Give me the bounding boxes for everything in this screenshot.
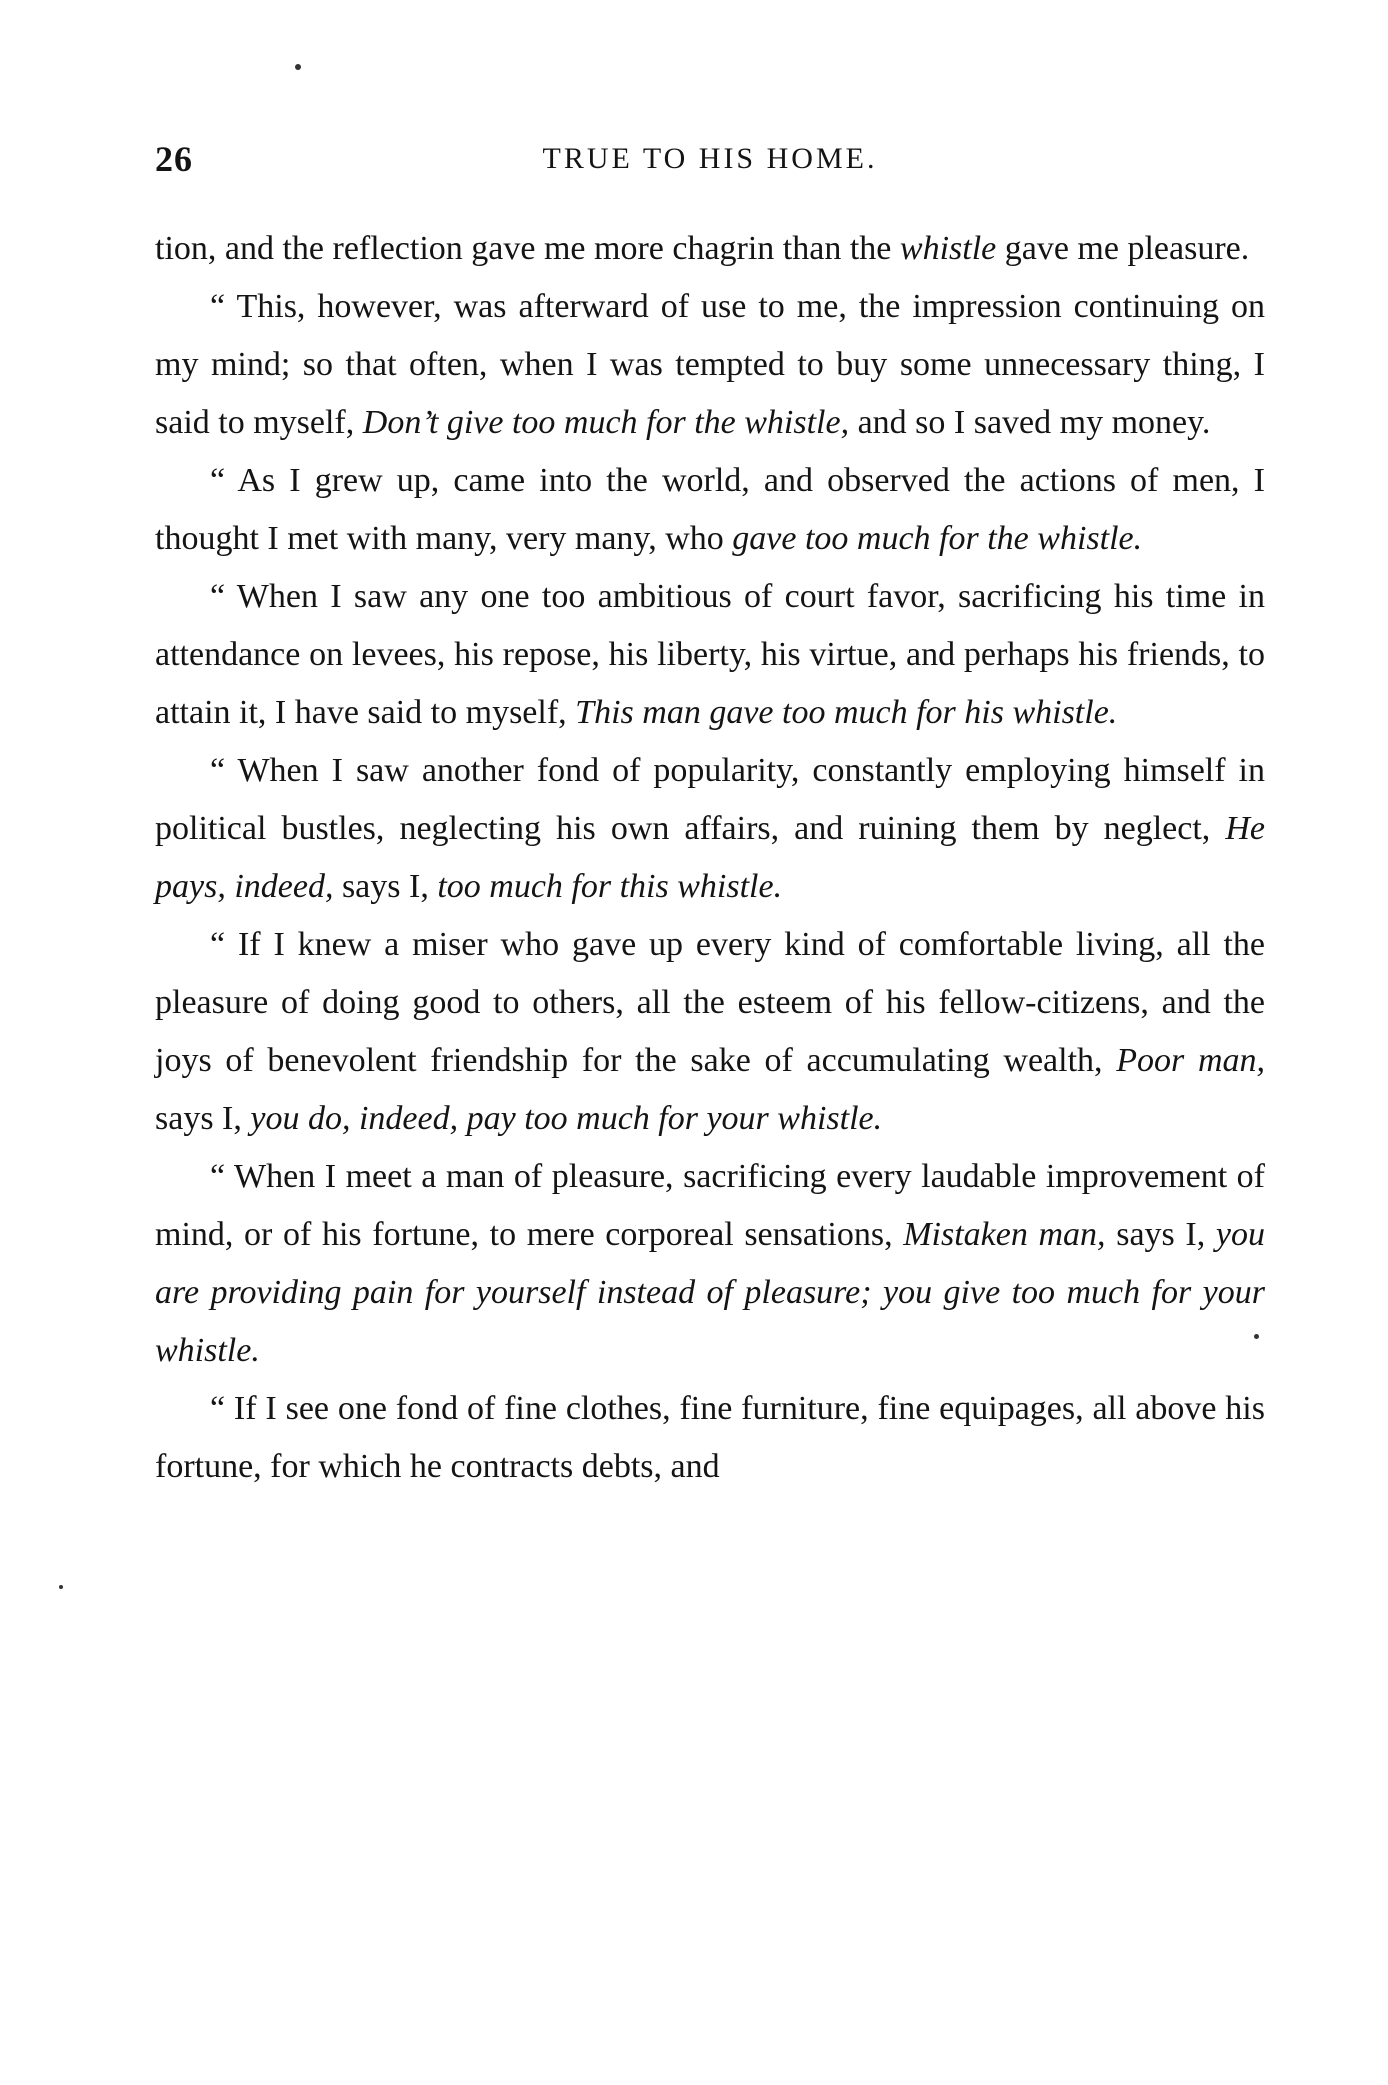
paragraph [155,742,1265,916]
italic-text: Don’t give too much for the whistle, [362,404,850,441]
italic-text: Mistaken man, [903,1216,1106,1253]
print-speck [295,64,301,70]
text-segment: “ When I saw another fond of popularity, constantly employing himself in political bustles, neglecting his own affairs, and ruining them by neglect, [155,752,1265,847]
paragraph [155,1380,1265,1496]
text-segment: and so I saved my money. [849,404,1211,441]
text-segment: “ As I grew up, came into the world, and observed the actions of men, I thought I met with many, very many, who [155,462,1265,557]
text-segment: says I, [1105,1216,1216,1253]
text-segment: says I, [333,868,438,905]
paragraph [155,452,1265,568]
running-head: TRUE TO HIS HOME. [542,142,878,175]
italic-text: you are providing pain for yourself instead of pleasure; you give too much for your whistle. [155,1216,1265,1369]
page-header [155,138,1265,188]
italic-text: whistle [899,230,997,267]
text-segment: gave me pleasure. [996,230,1250,267]
text-segment: “ If I knew a miser who gave up every kind of comfortable living, all the pleasure of doing good to others, all the esteem of his fellow-citizens, and the joys of benevolent friendship for the sake of accumulating wealth, [155,926,1265,1079]
text-segment: “ This, however, was afterward of use to me, the impression continuing on my mind; so that often, when I was tempted to buy some unnecessary thing, I said to myself, [155,288,1265,441]
italic-text: This man gave too much for his whistle. [575,694,1118,731]
text-segment: tion, and the reflection gave me more chagrin than the [155,230,900,267]
italic-text: Poor man, [1116,1042,1266,1079]
page-number: 26 [155,139,193,179]
text-segment: says I, [155,1100,251,1137]
italic-text: too much for this whistle. [437,868,783,905]
italic-text: you do, indeed, pay too much for your whistle. [250,1100,883,1137]
italic-text: He pays, indeed, [155,810,1265,905]
text-segment: “ When I saw any one too ambitious of court favor, sacrificing his time in attendance on levees, his repose, his liberty, his virtue, and perhaps his friends, to attain it, I have said to myself, [155,578,1265,731]
paragraph [155,1148,1265,1380]
paragraph [155,278,1265,452]
text-segment: “ When I meet a man of pleasure, sacrificing every laudable improvement of mind, or of his fortune, to mere corporeal sensations, [155,1158,1265,1253]
paragraph [155,916,1265,1148]
paragraph [155,220,1265,278]
body-text [155,220,1265,1496]
print-speck [59,1585,63,1589]
italic-text: gave too much for the whistle. [732,520,1143,557]
paragraph [155,568,1265,742]
text-segment: “ If I see one fond of fine clothes, fine furniture, fine equipages, all above his fortune, for which he contracts debts, and [155,1390,1265,1485]
